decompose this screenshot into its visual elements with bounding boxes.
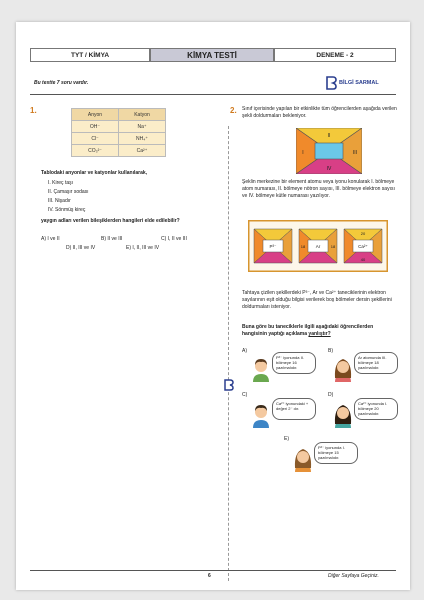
figure-label: II xyxy=(327,133,331,139)
q1-item: III. Nişadır xyxy=(48,198,71,204)
next-page-note: Diğer Sayfaya Geçiniz. xyxy=(328,573,379,579)
q1-number: 1. xyxy=(30,106,37,115)
ion-table-cell: NH₄⁺ xyxy=(119,133,166,145)
box-center: Ca²⁺ xyxy=(358,244,368,249)
q1-option-d[interactable]: D) II, III ve IV xyxy=(66,245,96,251)
q1-stem: Tablodaki anyonlar ve katyonlar kullanılarak, xyxy=(41,170,148,176)
brand-name: BİLGİ SARMAL xyxy=(339,80,379,86)
ion-table-cell: Cl⁻ xyxy=(72,133,119,145)
page-number: 6 xyxy=(208,573,211,579)
ion-table-cell: OH⁻ xyxy=(72,121,119,133)
box-left: 18 xyxy=(300,244,306,249)
q2-option-e-bubble[interactable]: P³⁻ iyonunda I. bölmeye 15 yazılmalıdır. xyxy=(314,442,358,464)
q1-item: II. Çamaşır sodası xyxy=(48,189,89,195)
ion-table-cell: Ca²⁺ xyxy=(119,145,166,157)
box-bottom: 40 xyxy=(360,257,366,262)
box-center: Ar xyxy=(315,244,321,249)
student-avatar xyxy=(332,356,354,382)
figure-label: III xyxy=(352,150,358,156)
q1-item: IV. Sönmüş kireç xyxy=(48,207,86,213)
center-logo-icon xyxy=(221,378,235,392)
q2-question-emphasis: yanlıştır? xyxy=(308,331,331,337)
intro-note: Bu testte 7 soru vardır. xyxy=(34,80,89,86)
q1-option-c[interactable]: C) I, II ve III xyxy=(161,236,187,242)
header-subject: TYT / KİMYA xyxy=(30,48,150,62)
q2-option-a-letter[interactable]: A) xyxy=(242,348,247,354)
box-right: 18 xyxy=(330,244,336,249)
figure-label: IV xyxy=(326,166,332,172)
q2-stem: Sınıf içerisinde yapılan bir etkinlikte tüm öğrencilerden aşağıda verilen şekli doldurmaları bekleniyor. xyxy=(242,106,397,119)
q1-option-e[interactable]: E) I, II, III ve IV xyxy=(126,245,160,251)
ion-table-header: Katyon xyxy=(119,109,166,121)
student-avatar xyxy=(250,402,272,428)
box-center: P³⁻ xyxy=(269,244,277,249)
q2-option-a-bubble[interactable]: P³⁻ iyonunda II. bölmeye 16 yazılmalıdır. xyxy=(272,352,316,374)
top-rule xyxy=(30,94,396,95)
q1-option-b[interactable]: B) II ve III xyxy=(101,236,123,242)
figure-label: I xyxy=(302,150,304,156)
q2-option-e-letter[interactable]: E) xyxy=(284,436,289,442)
column-divider xyxy=(228,126,229,581)
exam-page xyxy=(16,22,410,590)
ion-table-cell: Na⁺ xyxy=(119,121,166,133)
header-title: KİMYA TESTİ xyxy=(150,48,274,62)
q2-number: 2. xyxy=(230,106,237,115)
q2-question xyxy=(242,324,397,338)
q2-description: Şeklin merkezine bir element atomu veya iyonu konularak I. bölmeye atom numarası, II. bölmeye nötron sayısı, III. bölmeye elektron sayısı ve IV. bölmeye kütle numarası yazılıyor. xyxy=(242,179,395,199)
student-avatar xyxy=(292,446,314,472)
student-avatar xyxy=(250,356,272,382)
q2-question-text: Buna göre bu taneciklerle ilgili aşağıdaki öğrencilerden hangisinin yaptığı açıklama xyxy=(242,324,374,337)
brand-icon xyxy=(325,76,337,90)
q2-option-c-bubble[interactable]: Ca²⁺ iyonundaki + değeri 2⁻ dır. xyxy=(272,398,316,420)
q1-option-a[interactable]: A) I ve II xyxy=(41,236,60,242)
q2-option-d-letter[interactable]: D) xyxy=(328,392,334,398)
whiteboard xyxy=(248,220,388,272)
box-top: 20 xyxy=(360,231,366,236)
brand-logo xyxy=(325,76,379,90)
q1-question: yaygın adları verilen bileşiklerden hangileri elde edilebilir? xyxy=(41,218,180,224)
ion-table-cell: CO₃²⁻ xyxy=(72,145,119,157)
q2-option-c-letter[interactable]: C) xyxy=(242,392,248,398)
ion-table xyxy=(71,108,166,157)
bottom-rule xyxy=(30,570,396,571)
q2-paragraph: Tahtaya çizilen şekillerdeki P³⁻, Ar ve Ca²⁺ taneciklerinin elektron sayılarının eşit olduğu bilgisi verilerek boş bölmeler dersin şekillerini doldurmaları isteniyor. xyxy=(242,290,392,310)
q2-option-b-bubble[interactable]: Ar atomunda III. bölmeye 18 yazılmalıdır. xyxy=(354,352,398,374)
student-avatar xyxy=(332,402,354,428)
q1-item: I. Kireç taşı xyxy=(48,180,74,186)
q2-option-d-bubble[interactable]: Ca²⁺ iyonunda I. bölmeye 20 yazılmalıdır. xyxy=(354,398,398,420)
ion-table-header: Anyon xyxy=(72,109,119,121)
template-figure xyxy=(296,128,362,174)
q2-option-b-letter[interactable]: B) xyxy=(328,348,333,354)
header-exam: DENEME - 2 xyxy=(274,48,396,62)
